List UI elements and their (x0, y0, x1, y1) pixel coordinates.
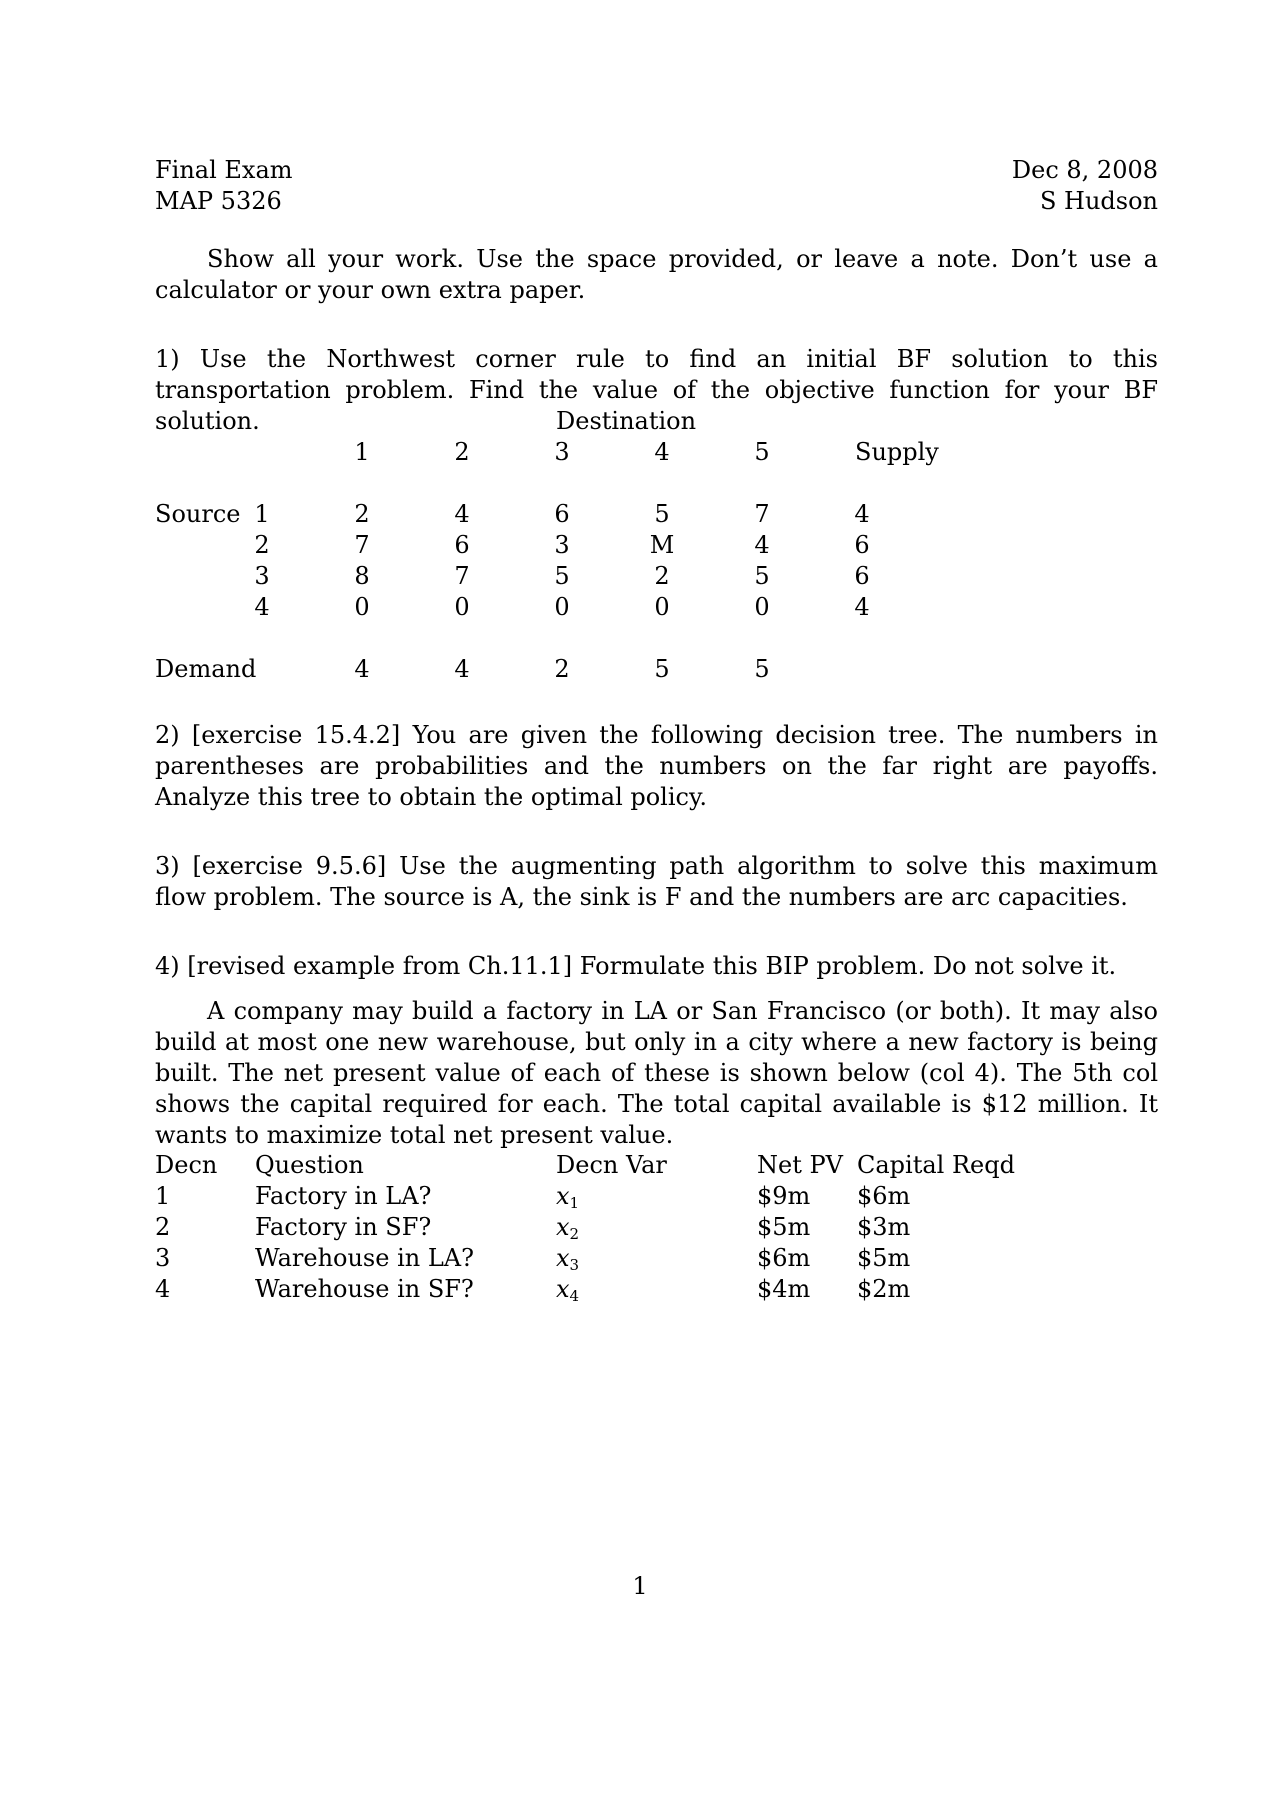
var-symbol: x (556, 1275, 570, 1303)
cost-cell: 5 (654, 500, 670, 528)
source-label: Source (155, 500, 241, 528)
cost-cell: 0 (454, 593, 470, 621)
col-header-net-pv: Net PV (757, 1151, 843, 1179)
demand-cell: 2 (554, 655, 570, 683)
decn-number: 4 (155, 1275, 171, 1303)
question-cell: Factory in SF? (255, 1213, 432, 1241)
supply-header: Supply (855, 438, 939, 466)
cost-cell: 2 (354, 500, 370, 528)
source-number: 2 (254, 531, 270, 559)
course-title: Final Exam (155, 156, 293, 184)
cost-cell: 5 (554, 562, 570, 590)
question-cell: Warehouse in LA? (255, 1244, 474, 1272)
source-number: 3 (254, 562, 270, 590)
exam-date: Dec 8, 2008 (1011, 156, 1158, 184)
instructions: Show all your work. Use the space provided, or leave a note. Don’t use a calculator or your own extra paper. (155, 245, 1158, 304)
cost-cell: 6 (554, 500, 570, 528)
net-pv-cell: $4m (757, 1275, 811, 1303)
var-subscript: 4 (569, 1287, 580, 1305)
supply-cell: 6 (854, 562, 870, 590)
capital-cell: $2m (857, 1275, 911, 1303)
col-header-decn-var: Decn Var (556, 1151, 667, 1179)
cost-cell: M (649, 531, 675, 559)
net-pv-cell: $9m (757, 1182, 811, 1210)
dest-header: 1 (354, 438, 370, 466)
demand-label: Demand (155, 655, 257, 683)
cost-cell: 3 (554, 531, 570, 559)
question-4-body: A company may build a factory in LA or San Francisco (or both). It may also build at most one new warehouse, but only in a city where a new factory is being built. The net present value of each of these is shown below (col 4). The 5th col shows the capital required for each. The total capital available is $12 million. It wants to maximize total net present value. (155, 997, 1158, 1149)
dest-header: 3 (554, 438, 570, 466)
supply-cell: 4 (854, 593, 870, 621)
cost-cell: 5 (754, 562, 770, 590)
course-code: MAP 5326 (155, 187, 282, 215)
question-1-text: 1) Use the Northwest corner rule to find an initial BF solution to this transportation problem. Find the value of the objective function for your BF solution. (155, 345, 1158, 435)
question-3-text: 3) [exercise 9.5.6] Use the augmenting path algorithm to solve this maximum flow problem. The source is A, the sink is F and the numbers are arc capacities. (155, 852, 1158, 911)
var-symbol: x (556, 1213, 570, 1241)
demand-cell: 5 (654, 655, 670, 683)
source-number: 1 (254, 500, 270, 528)
cost-cell: 7 (754, 500, 770, 528)
demand-cell: 5 (754, 655, 770, 683)
supply-cell: 4 (854, 500, 870, 528)
capital-cell: $3m (857, 1213, 911, 1241)
net-pv-cell: $6m (757, 1244, 811, 1272)
cost-cell: 0 (654, 593, 670, 621)
demand-cell: 4 (354, 655, 370, 683)
source-number: 4 (254, 593, 270, 621)
capital-cell: $5m (857, 1244, 911, 1272)
var-subscript: 2 (569, 1225, 580, 1243)
supply-cell: 6 (854, 531, 870, 559)
dest-header: 2 (454, 438, 470, 466)
var-symbol: x (556, 1182, 570, 1210)
col-header-question: Question (255, 1151, 364, 1179)
cost-cell: 7 (454, 562, 470, 590)
cost-cell: 4 (454, 500, 470, 528)
question-cell: Warehouse in SF? (255, 1275, 474, 1303)
instructor-name: S Hudson (1039, 187, 1158, 215)
page-number: 1 (632, 1572, 648, 1600)
col-header-capital: Capital Reqd (857, 1151, 1015, 1179)
cost-cell: 0 (354, 593, 370, 621)
dest-header: 5 (754, 438, 770, 466)
question-cell: Factory in LA? (255, 1182, 432, 1210)
decision-variable (556, 1274, 579, 1305)
var-subscript: 3 (569, 1256, 580, 1274)
cost-cell: 7 (354, 531, 370, 559)
net-pv-cell: $5m (757, 1213, 811, 1241)
col-header-decn: Decn (155, 1151, 218, 1179)
cost-cell: 8 (354, 562, 370, 590)
cost-cell: 2 (654, 562, 670, 590)
decision-variable (556, 1181, 579, 1212)
decn-number: 1 (155, 1182, 171, 1210)
dest-header: 4 (654, 438, 670, 466)
var-subscript: 1 (569, 1194, 580, 1212)
question-2-text: 2) [exercise 15.4.2] You are given the following decision tree. The numbers in parentheses are probabilities and the numbers on the far right are payoffs. Analyze this tree to obtain the optimal policy. (155, 721, 1158, 811)
decn-number: 2 (155, 1213, 171, 1241)
cost-cell: 0 (754, 593, 770, 621)
decn-number: 3 (155, 1244, 171, 1272)
cost-cell: 6 (454, 531, 470, 559)
question-4-heading: 4) [revised example from Ch.11.1] Formulate this BIP problem. Do not solve it. (155, 952, 1117, 980)
demand-cell: 4 (454, 655, 470, 683)
decision-variable (556, 1212, 579, 1243)
capital-cell: $6m (857, 1182, 911, 1210)
cost-cell: 0 (554, 593, 570, 621)
destination-label: Destination (556, 407, 697, 435)
decision-variable (556, 1243, 579, 1274)
var-symbol: x (556, 1244, 570, 1272)
cost-cell: 4 (754, 531, 770, 559)
